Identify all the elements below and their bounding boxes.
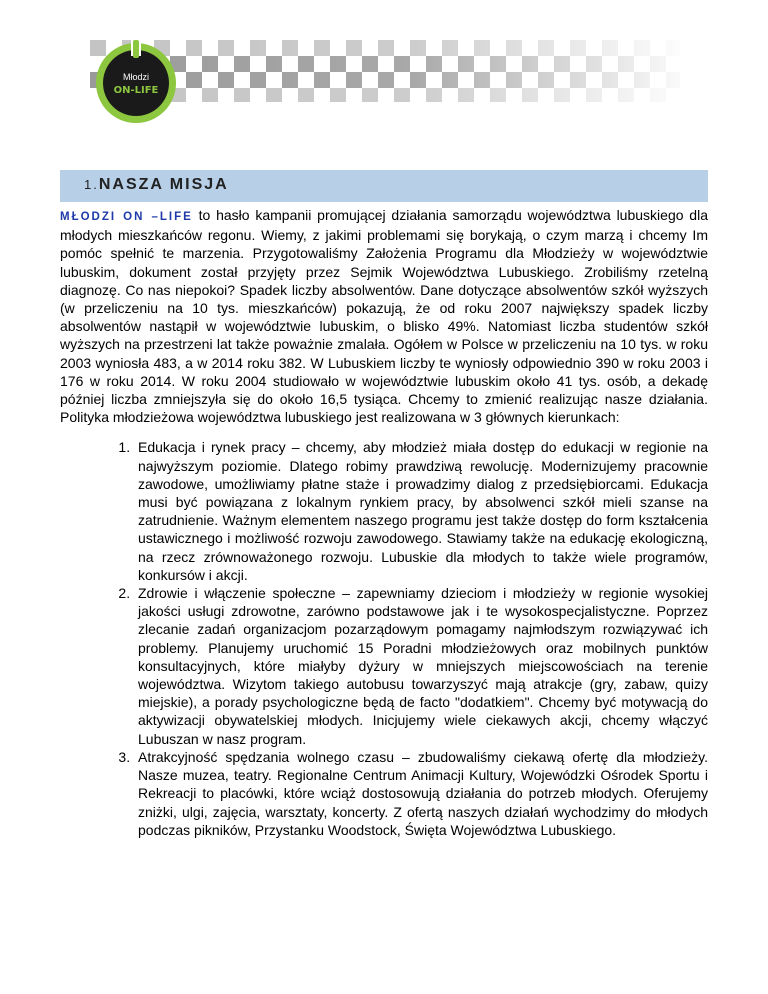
logo-line2: ON-LIFE: [113, 85, 159, 96]
logo-line1: Młodzi: [122, 72, 150, 82]
brand-name: MŁODZI ON –LIFE: [60, 211, 193, 223]
list-item: 3. Atrakcyjność spędzania wolnego czasu – zbudowaliśmy ciekawą ofertę dla młodzieży. Nasze muzea, teatry. Regionalne Centrum Animacji Kultury, Wojewódzki Ośrodek Sportu i Rekreacji to placówki, które wciąż dostosowują działania do potrzeb młodych. Oferujemy zniżki, ulgi, zajęcia, warsztaty, koncerty. Z ofertą naszych działań wychodzimy do młodych podczas pikników, Przystanku Woodstock, Święta Województwa Lubuskiego.: [134, 748, 708, 839]
main-content: [60, 206, 708, 839]
section-number: 1.: [84, 177, 99, 192]
logo-icon: [93, 40, 179, 126]
list-item: 2. Zdrowie i włączenie społeczne – zapewniamy dzieciom i młodzieży w regionie wysokiej jakości usługi zdrowotne, zarówno podstawowe jak i te wysokospecjalistyczne. Poprzez zlecanie zadań organizacjom pozarządowym pomagamy najmłodszym rozwiązywać ich problemy. Planujemy uruchomić 15 Poradni młodzieżowych oraz mobilnych punktów konsultacyjnych, które miałyby dyżury w mniejszych miejscowościach na terenie województwa. Wizytom takiego autobusu towarzyszyć mają atrakcje (gry, zabaw, quizy miejskie), a porady psychologiczne będą de facto "dodatkiem". Chcemy być motywacją do aktywizacji obywatelskiej młodych. Inicjujemy wiele ciekawych akcji, chcemy włączyć Lubuszan w nasz program.: [134, 584, 708, 748]
section-title-text: NASZA MISJA: [98, 176, 229, 193]
directions-list: [60, 438, 708, 838]
list-item: 1. Edukacja i rynek pracy – chcemy, aby młodzież miała dostęp do edukacji w regionie na najwyższym poziomie. Dlatego robimy prawdziwą rewolucję. Modernizujemy pracownie zawodowe, umożliwiamy płatne staże i prowadzimy dialog z przedsiębiorcami. Edukacja musi być powiązana z lokalnym rynkiem pracy, by absolwenci szkół mieli szanse na zatrudnienie. Ważnym elementem naszego programu jest także dostęp do form kształcenia ustawicznego i możliwość rozwoju zawodowego. Stawiamy także na edukację ekologiczną, na rzecz zrównoważonego rozwoju. Lubuskie dla młodych to także wiele programów, konkursów i akcji.: [134, 438, 708, 584]
intro-paragraph: [60, 206, 708, 426]
section-title: [84, 176, 229, 194]
intro-text: to hasło kampanii promującej działania samorządu województwa lubuskiego dla młodych mieszkańców regonu. Wiemy, z jakimi problemami się borykają, o czym marzą i chcemy Im pomóc spełnić te marzenia. Przygotowaliśmy Założenia Programu dla Młodzieży w województwie lubuskim, dokument został przyjęty przez Sejmik Województwa Lubuskiego. Zrobiliśmy rzetelną diagnozę. Co nas niepokoi? Spadek liczby absolwentów. Dane dotyczące absolwentów szkół wyższych (w przeliczeniu na 10 tys. mieszkańców) pokazują, że od roku 2007 największy spadek liczby absolwentów nastąpił w województwie lubuskim, o blisko 49%. Natomiast liczba studentów szkół wyższych na przestrzeni lat także poważnie zmalała. Ogółem w Polsce w przeliczeniu na 10 tys. w roku 2003 wyniosła 483, a w 2014 roku 382. W Lubuskiem liczby te wyniosły odpowiednio 390 w roku 2003 i 176 w roku 2014. W roku 2004 studiowało w województwie lubuskim około 41 tys. osób, a dekadę później liczba zmniejszyła się do około 16,5 tysiąca. Chcemy to zmienić realizując nasze działania. Polityka młodzieżowa województwa lubuskiego jest realizowana w 3 głównych kierunkach:: [60, 207, 708, 426]
